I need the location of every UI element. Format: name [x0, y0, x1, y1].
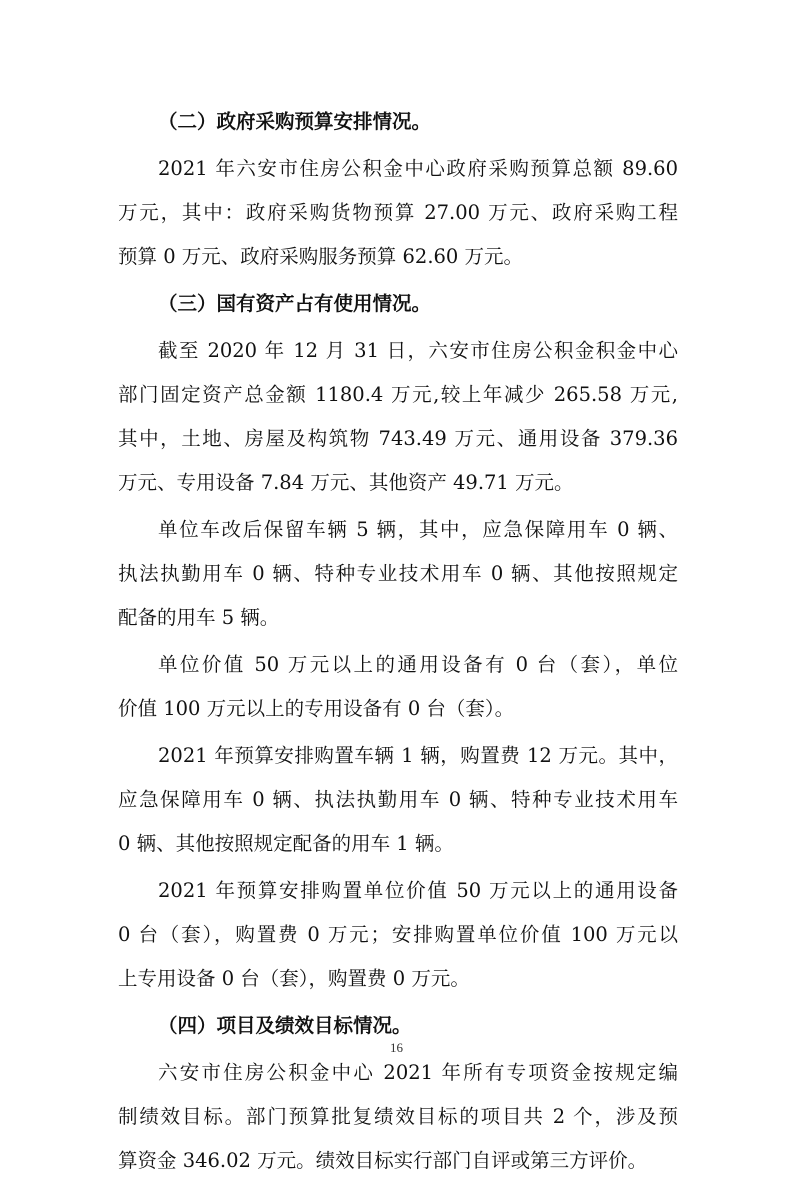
page-number: 16	[390, 1040, 403, 1055]
paragraph-line: 六安市住房公积金中心 2021 年所有专项资金按规定编	[158, 1061, 678, 1084]
paragraph-line: 万元、专用设备 7.84 万元、其他资产 49.71 万元。	[118, 471, 574, 494]
paragraph	[118, 869, 678, 1001]
paragraph-line: 单位车改后保留车辆 5 辆，其中，应急保障用车 0 辆、	[158, 518, 678, 541]
paragraph	[118, 1051, 678, 1183]
paragraph-line: 预算 0 万元、政府采购服务预算 62.60 万元。	[118, 245, 524, 268]
paragraph-line: 配备的用车 5 辆。	[118, 606, 280, 629]
section-heading: （四）项目及绩效目标情况。	[158, 1014, 412, 1037]
section-heading: （三）国有资产占有使用情况。	[158, 292, 432, 315]
paragraph-line: 上专用设备 0 台（套），购置费 0 万元。	[118, 967, 470, 990]
paragraph-line: 算资金 346.02 万元。绩效目标实行部门自评或第三方评价。	[118, 1149, 648, 1172]
paragraph	[118, 734, 678, 866]
paragraph-line: 2021 年预算安排购置车辆 1 辆，购置费 12 万元。其中，	[158, 744, 678, 767]
paragraph-line: 0 台（套），购置费 0 万元；安排购置单位价值 100 万元以	[118, 923, 678, 946]
paragraph	[118, 643, 678, 731]
paragraph-line: 单位价值 50 万元以上的通用设备有 0 台（套），单位	[158, 653, 678, 676]
paragraph-line: 2021 年六安市住房公积金中心政府采购预算总额 89.60	[158, 157, 678, 180]
paragraph	[118, 508, 678, 640]
paragraph-line: 部门固定资产总金额 1180.4 万元,较上年减少 265.58 万元,	[118, 383, 678, 406]
paragraph-line: 截至 2020 年 12 月 31 日，六安市住房公积金积金中心	[158, 339, 678, 362]
paragraph-line: 0 辆、其他按照规定配备的用车 1 辆。	[118, 832, 454, 855]
paragraph-line: 价值 100 万元以上的专用设备有 0 台（套）。	[118, 697, 515, 720]
paragraph-line: 万元，其中：政府采购货物预算 27.00 万元、政府采购工程	[118, 201, 678, 224]
paragraph	[118, 329, 678, 505]
paragraph-line: 应急保障用车 0 辆、执法执勤用车 0 辆、特种专业技术用车	[118, 788, 678, 811]
paragraph	[118, 147, 678, 279]
paragraph-line: 执法执勤用车 0 辆、特种专业技术用车 0 辆、其他按照规定	[118, 562, 678, 585]
paragraph-line: 制绩效目标。部门预算批复绩效目标的项目共 2 个，涉及预	[118, 1105, 678, 1128]
section-heading: （二）政府采购预算安排情况。	[158, 110, 432, 133]
paragraph-line: 2021 年预算安排购置单位价值 50 万元以上的通用设备	[158, 879, 678, 902]
paragraph-line: 其中，土地、房屋及构筑物 743.49 万元、通用设备 379.36	[118, 427, 678, 450]
document-body	[118, 100, 678, 1186]
